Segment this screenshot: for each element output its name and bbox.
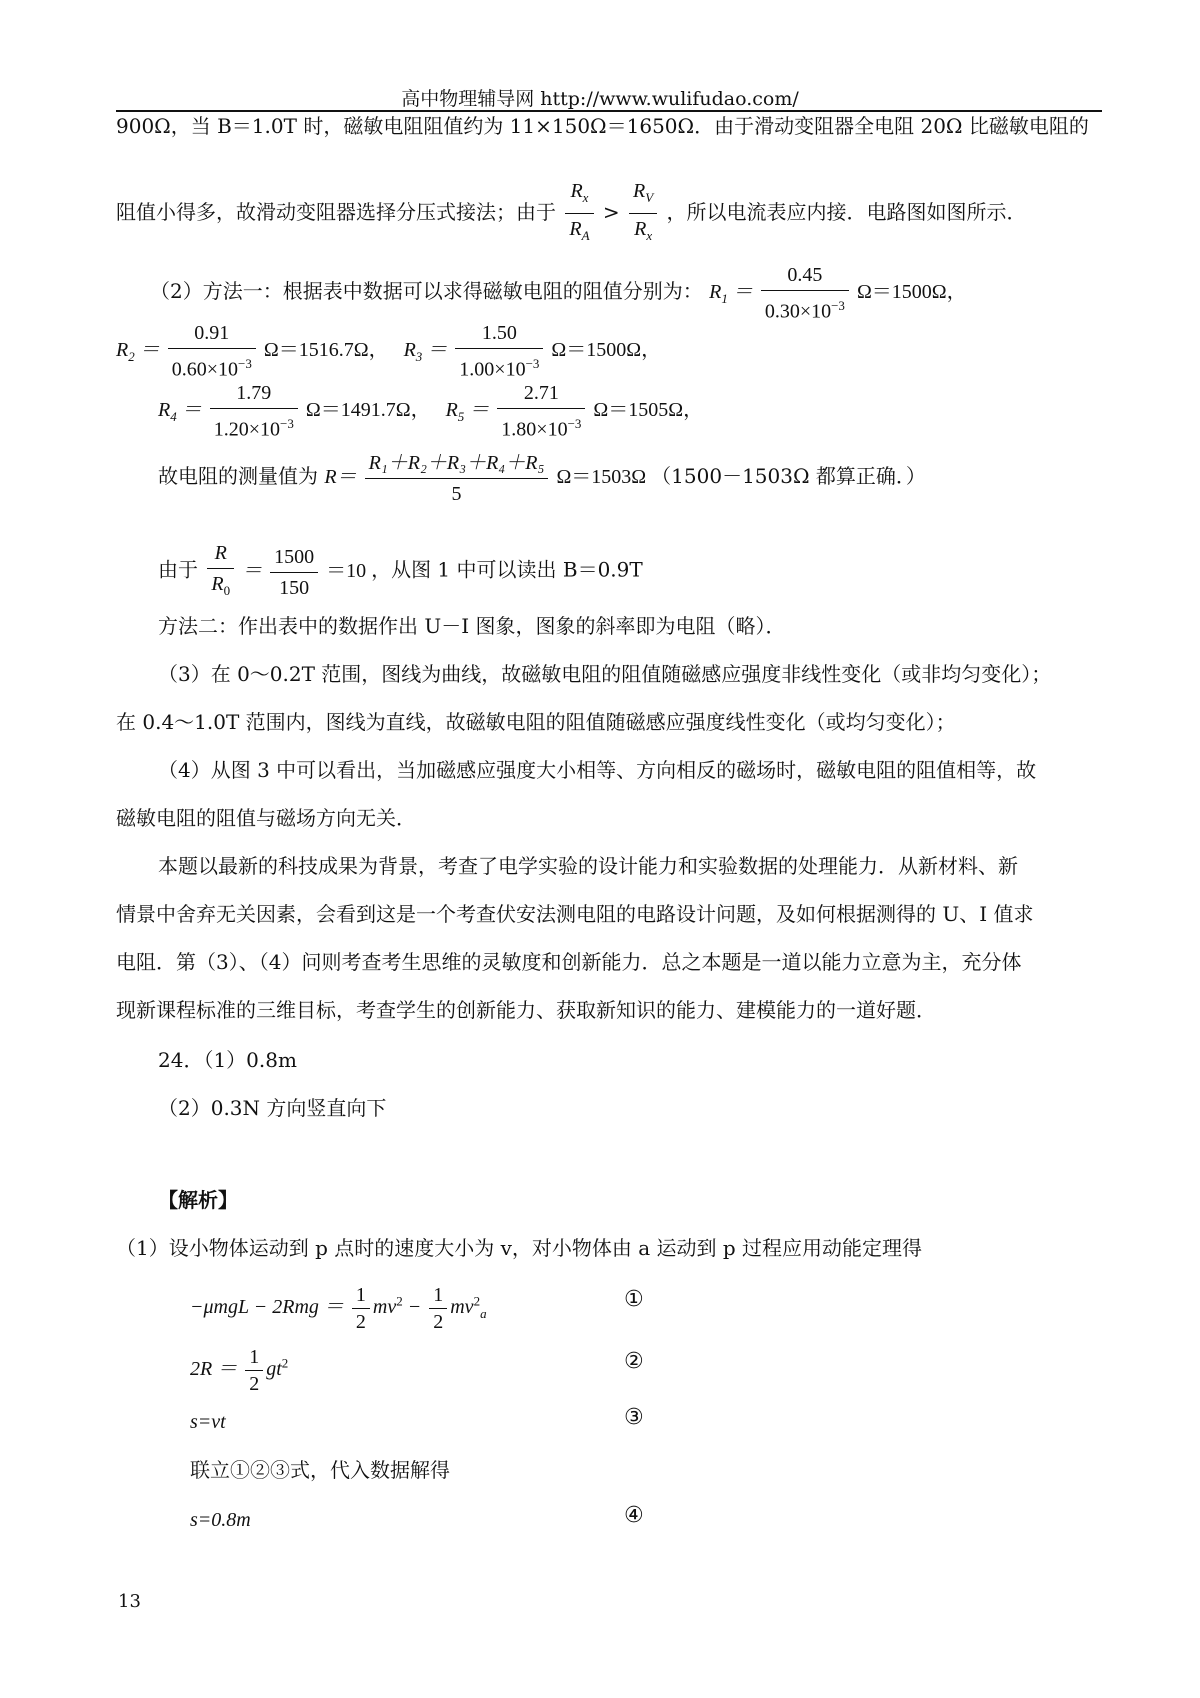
text-line-8: 方法二：作出表中的数据作出 U－I 图象，图象的斜率即为电阻（略）． — [158, 614, 786, 638]
text-line-11: （4）从图 3 中可以看出，当加磁感应强度大小相等、方向相反的磁场时，磁敏电阻的阻值相等，故 — [158, 758, 1037, 782]
formula-line-r2-r3 — [116, 320, 661, 383]
equation-1: −μmgL − 2Rmg ＝ $\frac{1}{2}$ $mv^2$ − $\frac{1}{2}$ $mv^2_a$ — [190, 1284, 487, 1333]
text-line-1: 900Ω，当 B＝1.0T 时，磁敏电阻阻值约为 11×150Ω＝1650Ω．由于滑动变阻器全电阻 20Ω 比磁敏电阻的 — [116, 114, 1089, 138]
section-heading-analysis: 【解析】 — [158, 1188, 238, 1212]
text-line-9: （3）在 0～0.2T 范围，图线为曲线，故磁敏电阻的阻值随磁感应强度非线性变化（或非均匀变化）； — [158, 662, 1052, 686]
marker-4: ④ — [624, 1503, 644, 1528]
formula-r1: $R_1$ ＝ $\frac{0.45}{0.30\times 10^{-3}}$ Ω＝1500Ω， — [709, 264, 967, 323]
marker-3: ③ — [624, 1405, 644, 1430]
formula-r-average: R＝ $\frac{\text{R₁＋R₂＋R₃＋R₄＋R₅}}{5}$ Ω＝1503Ω — [324, 452, 647, 505]
formula-r5: $R_5$ ＝ $\frac{2.71}{1.80\times 10^{-3}}$ Ω＝1505Ω， — [445, 382, 704, 441]
fraction-rv-rx: $\frac{R_V}{R_x}$ — [629, 178, 657, 249]
marker-2: ② — [624, 1349, 644, 1374]
text-line-2a: 阻值小得多，故滑动变阻器选择分压式接法；由于 — [116, 200, 556, 224]
text-line-13: 本题以最新的科技成果为背景，考查了电学实验的设计能力和实验数据的处理能力．从新材料、新 — [158, 854, 1018, 878]
text-line-12: 磁敏电阻的阻值与磁场方向无关． — [116, 806, 416, 830]
marker-1: ① — [624, 1287, 644, 1312]
formula-r4: $R_4$ ＝ $\frac{1.79}{1.20\times 10^{-3}}$ Ω＝1491.7Ω， — [158, 382, 431, 441]
formula-line-average — [158, 450, 926, 507]
text-line-2b: ，所以电流表应内接．电路图如图所示． — [666, 200, 1027, 224]
text-line-20: （1）设小物体运动到 p 点时的速度大小为 v，对小物体由 a 运动到 p 过程应用动能定理得 — [116, 1236, 923, 1260]
text-line-7b: ，从图 1 中可以读出 B＝0.9T — [371, 557, 643, 582]
text-line-2 — [116, 178, 1027, 249]
equation-3: s=vt — [190, 1411, 226, 1433]
text-line-3a: （2）方法一：根据表中数据可以求得磁敏电阻的阻值分别为： — [150, 278, 703, 303]
text-line-7a: 由于 — [158, 557, 198, 582]
text-line-15: 电阻．第（3）、（4）问则考查考生思维的灵敏度和创新能力．总之本题是一道以能力立意为主，充分体 — [116, 950, 1022, 974]
text-line-18: （2）0.3N 方向竖直向下 — [158, 1096, 387, 1120]
text-line-6b: （1500－1503Ω 都算正确．） — [651, 464, 926, 489]
fraction-rx-ra: $\frac{R_x}{R_A}$ — [565, 178, 593, 249]
text-line-17: 24．（1）0.8m — [158, 1048, 297, 1072]
text-line-6a: 故电阻的测量值为 — [158, 464, 318, 489]
formula-r3: $R_3$ ＝ $\frac{1.50}{1.00\times 10^{-3}}$ Ω＝1500Ω， — [403, 322, 662, 381]
text-line-16: 现新课程标准的三维目标，考查学生的创新能力、获取新知识的能力、建模能力的一道好题． — [116, 998, 936, 1022]
text-line-3 — [150, 262, 967, 325]
compare-op: > — [602, 200, 620, 224]
formula-line-ratio — [158, 540, 643, 604]
formula-line-r4-r5 — [158, 380, 703, 443]
equation-4: s=0.8m — [190, 1509, 251, 1531]
formula-r2: $R_2$ ＝ $\frac{0.91}{0.60\times 10^{-3}}$ Ω＝1516.7Ω， — [116, 322, 389, 381]
page-number: 13 — [118, 1591, 141, 1612]
formula-ratio: $\frac{R}{R_0}$ ＝ $\frac{1500}{150}$ ＝10 — [204, 560, 371, 582]
page-header: 高中物理辅导网 http://www.wulifudao.com/ — [401, 88, 799, 110]
text-line-10: 在 0.4～1.0T 范围内，图线为直线，故磁敏电阻的阻值随磁感应强度线性变化（或均匀变化）； — [116, 710, 956, 734]
text-line-24: 联立①②③式，代入数据解得 — [190, 1458, 450, 1482]
equation-2: 2R ＝ $\frac{1}{2}$ $gt^2$ — [190, 1346, 289, 1395]
text-line-14: 情景中舍弃无关因素，会看到这是一个考查伏安法测电阻的电路设计问题，及如何根据测得的 U、I 值求 — [116, 902, 1034, 926]
